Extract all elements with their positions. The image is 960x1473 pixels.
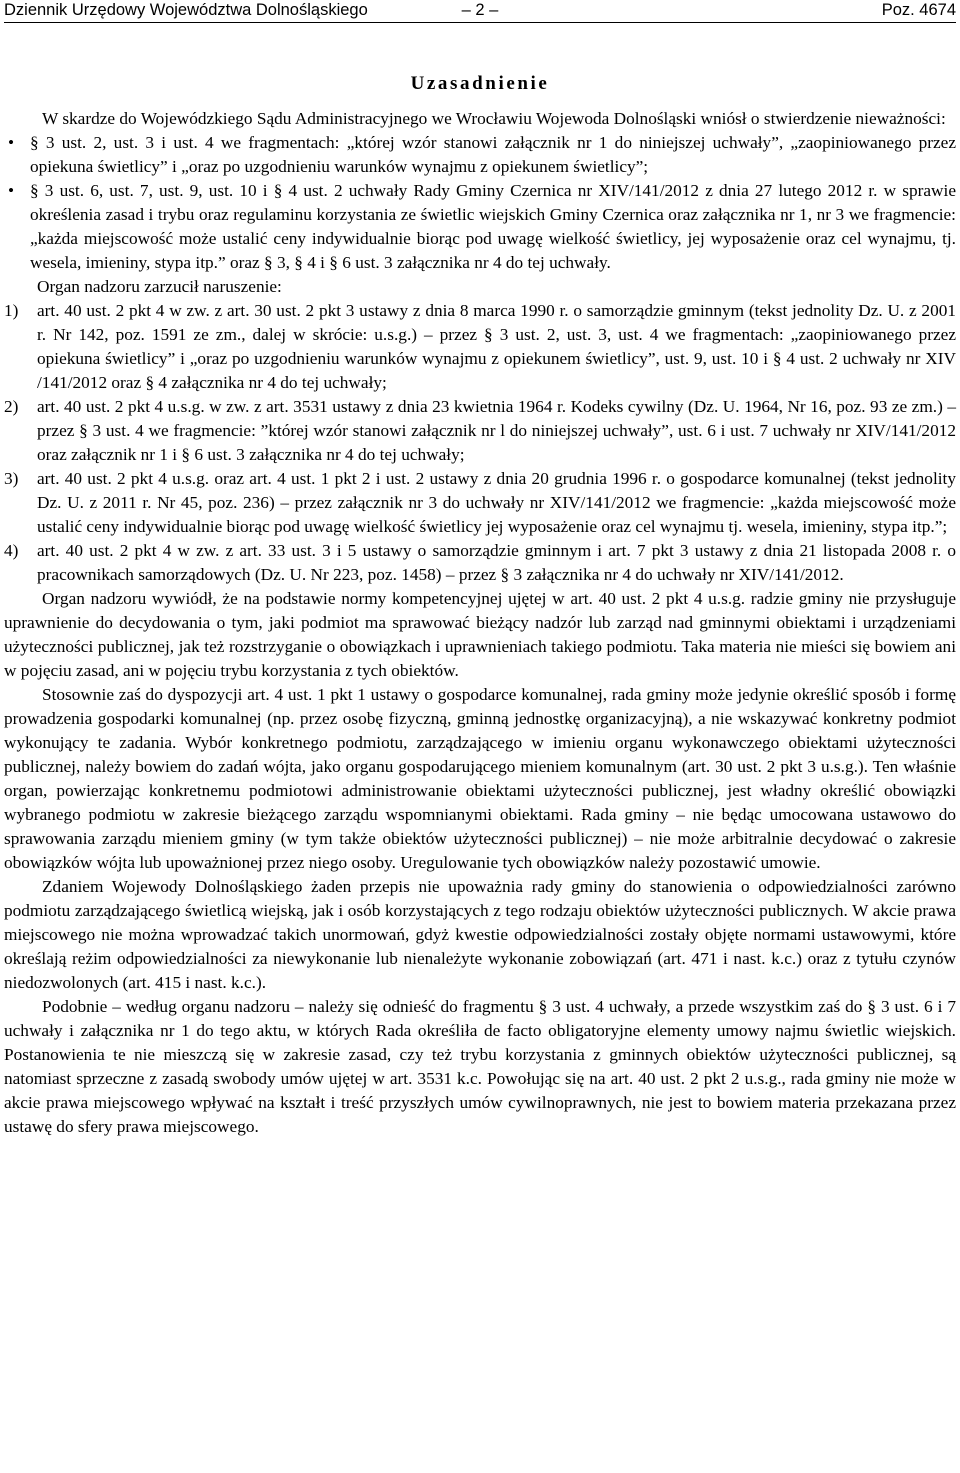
document-title: Uzasadnienie: [410, 73, 550, 94]
list-item: • § 3 ust. 2, ust. 3 i ust. 4 we fragmentach: „której wzór stanowi załącznik nr 1 do niniejszej uchwały”, „zaopiniowanego przez opiekuna świetlicy” i „oraz po uzgodnieniu warunków wynajmu z opiekunem świetlicy”;: [4, 131, 956, 179]
item-text: art. 40 ust. 2 pkt 4 u.s.g. w zw. z art. 3531 ustawy z dnia 23 kwietnia 1964 r. Kodeks cywilny (Dz. U. 1964, Nr 16, poz. 93 ze zm.) – przez § 3 ust. 4 we fragmencie: ”której wzór stanowi załącznik nr l do niniejszej uchwały”, ust. 6 i ust. 7 uchwały nr XIV/141/2012 oraz załącznik nr 1 i § 6 ust. 3 załącznika nr 4 do tej uchwały;: [37, 397, 956, 464]
header-position: Poz. 4674: [881, 1, 956, 19]
list-item: [4, 299, 956, 395]
item-number: 2): [4, 397, 19, 416]
body-paragraph: Zdaniem Wojewody Dolnośląskiego żaden przepis nie upoważnia rady gminy do stanowienia o odpowiedzialności zarówno podmiotu zarządzającego świetlicą wiejską, jak i osób korzystających z tego rodzaju obiektów użyteczności publicznych. W akcie prawa miejscowego nie można wprowadzać takich unormowań, gdyż kwestie odpowiedzialności zostały objęte normami ustawowymi, które określają reżim odpowiedzialności za niewykonanie lub nienależyte wykonanie zobowiązań (art. 471 i nast. k.c.) oraz z tytułu czynów niedozwolonych (art. 415 i nast. k.c.).: [4, 877, 956, 992]
list-item: [4, 467, 956, 539]
list-item: • § 3 ust. 6, ust. 7, ust. 9, ust. 10 i § 4 ust. 2 uchwały Rady Gminy Czernica nr XIV/141/2012 z dnia 27 lutego 2012 r. w sprawie określenia zasad i trybu oraz regulaminu korzystania ze świetlic wiejskich Gminy Czernica oraz załącznika nr 1, nr 3 we fragmencie: „każda miejscowość może ustalić ceny indywidualnie biorąc pod uwagę wielkość świetlicy, jej wyposażenie oraz cel wynajmu, tj. wesela, imieniny, stypa itp.” oraz § 3, § 4 i § 6 ust. 3 załącznika nr 4 do tej uchwały.: [4, 179, 956, 275]
item-number: 4): [4, 541, 19, 560]
item-text: art. 40 ust. 2 pkt 4 u.s.g. oraz art. 4 ust. 1 pkt 2 i ust. 2 ustawy z dnia 20 grudnia 1996 r. o gospodarce komunalnej (tekst jednolity Dz. U. z 2011 r. Nr 45, poz. 236) – przez załącznik nr 3 do uchwały nr XIV/141/2012 we fragmencie: „każda miejscowość może ustalić ceny indywidualnie biorąc pod uwagę wielkość świetlicy jej wyposażenie oraz cel wynajmu tj. wesela, imieniny, stypa itp.”;: [37, 469, 956, 536]
organ-line: Organ nadzoru zarzucił naruszenie:: [37, 277, 282, 296]
violations-list: [4, 299, 956, 587]
list-item: [4, 395, 956, 467]
intro-paragraph: W skardze do Wojewódzkiego Sądu Administracyjnego we Wrocławiu Wojewoda Dolnośląski wniósł o stwierdzenie nieważności:: [42, 109, 946, 128]
item-number: 1): [4, 301, 19, 320]
body-paragraph: Organ nadzoru wywiódł, że na podstawie normy kompetencyjnej ujętej w art. 40 ust. 2 pkt 4 u.s.g. radzie gminy nie przysługuje uprawnienie do decydowania o tym, jaki podmiot ma sprawować bieżący nadzór lub zarząd nad gminnymi obiektami i urządzeniami użyteczności publicznej, jak też rozstrzyganie o obowiązkach i uprawnieniach takiego podmiotu. Taka materia nie mieści się bowiem ani w pojęciu zasad, ani w pojęciu trybu korzystania z tych obiektów.: [4, 589, 956, 680]
body-paragraph: Podobnie – według organu nadzoru – należy się odnieść do fragmentu § 3 ust. 4 uchwały, a przede wszystkim zaś do § 3 ust. 6 i 7 uchwały i załącznika nr 1 do tego aktu, w których Rada określiła de facto obligatoryjne elementy umowy najmu świetlic wiejskich. Postanowienia te nie mieszczą się w zakresie zasad, czy też trybu korzystania z gminnych obiektów użyteczności publicznej, są natomiast sprzeczne z zasadą swobody umów ujętej w art. 3531 k.c. Powołując się na art. 40 ust. 2 pkt 2 u.s.g., rada gminy nie może w akcie prawa miejscowego wpływać na kształt i treść przyszłych umów cywilnoprawnych, nie jest to bowiem materia przekazana przez ustawę do sfery prawa miejscowego.: [4, 997, 956, 1136]
body-paragraph: Stosownie zaś do dyspozycji art. 4 ust. 1 pkt 1 ustawy o gospodarce komunalnej, rada gminy może jedynie określić sposób i formę prowadzenia gospodarki komunalnej (np. przez osobę fizyczną, gminną jednostkę organizacyjną), a nie wskazywać konkretny podmiot wykonujący te zadania. Wybór konkretnego podmiotu, zarządzającego w imieniu organu wykonawczego obiektami użyteczności publicznej, należy bowiem do zadań wójta, jako organu gospodarującego mieniem komunalnym (art. 30 ust. 2 pkt 3 u.s.g.). Ten właśnie organ, powierzając konkretnemu podmiotowi administrowanie obiektami użyteczności publicznej, jest władny określić obowiązki wybranego podmiotu w zakresie bieżącego zarządu wspomnianymi obiektami. Rada gminy – nie będąc umocowana ustawowo do sprawowania zarządu mieniem gminy (w tym także obiektów użyteczności publicznej) – nie może arbitralnie decydować o zakresie obowiązków wójta lub upoważnionej przez niego osoby. Uregulowanie tych obowiązków należy pozostawić umowie.: [4, 685, 956, 872]
header-journal-title: Dziennik Urzędowy Województwa Dolnośląskiego: [4, 1, 368, 19]
item-text: art. 40 ust. 2 pkt 4 w zw. z art. 33 ust. 3 i 5 ustawy o samorządzie gminnym i art. 7 pkt 3 ustawy z dnia 21 listopada 2008 r. o pracownikach samorządowych (Dz. U. Nr 223, poz. 1458) – przez § 3 załącznika nr 4 do uchwały nr XIV/141/2012.: [37, 541, 956, 584]
item-text: art. 40 ust. 2 pkt 4 w zw. z art. 30 ust. 2 pkt 3 ustawy z dnia 8 marca 1990 r. o samorządzie gminnym (tekst jednolity Dz. U. z 2001 r. Nr 142, poz. 1591 ze zm., dalej w skrócie: u.s.g.) – przez § 3 ust. 2, ust. 3, ust. 4 we fragmentach: „zaopiniowanego przez opiekuna świetlicy” i „oraz po uzgodnieniu warunków wynajmu z opiekunem świetlicy”, ust. 9, ust. 10 i § 4 ust. 2 uchwały nr XIV /141/2012 oraz § 4 załącznika nr 4 do tej uchwały;: [37, 301, 956, 392]
list-item: [4, 539, 956, 587]
page-header: [4, 0, 956, 23]
contested-provisions-list: [4, 131, 956, 275]
item-number: 3): [4, 469, 19, 488]
header-page-number: – 2 –: [461, 1, 499, 19]
